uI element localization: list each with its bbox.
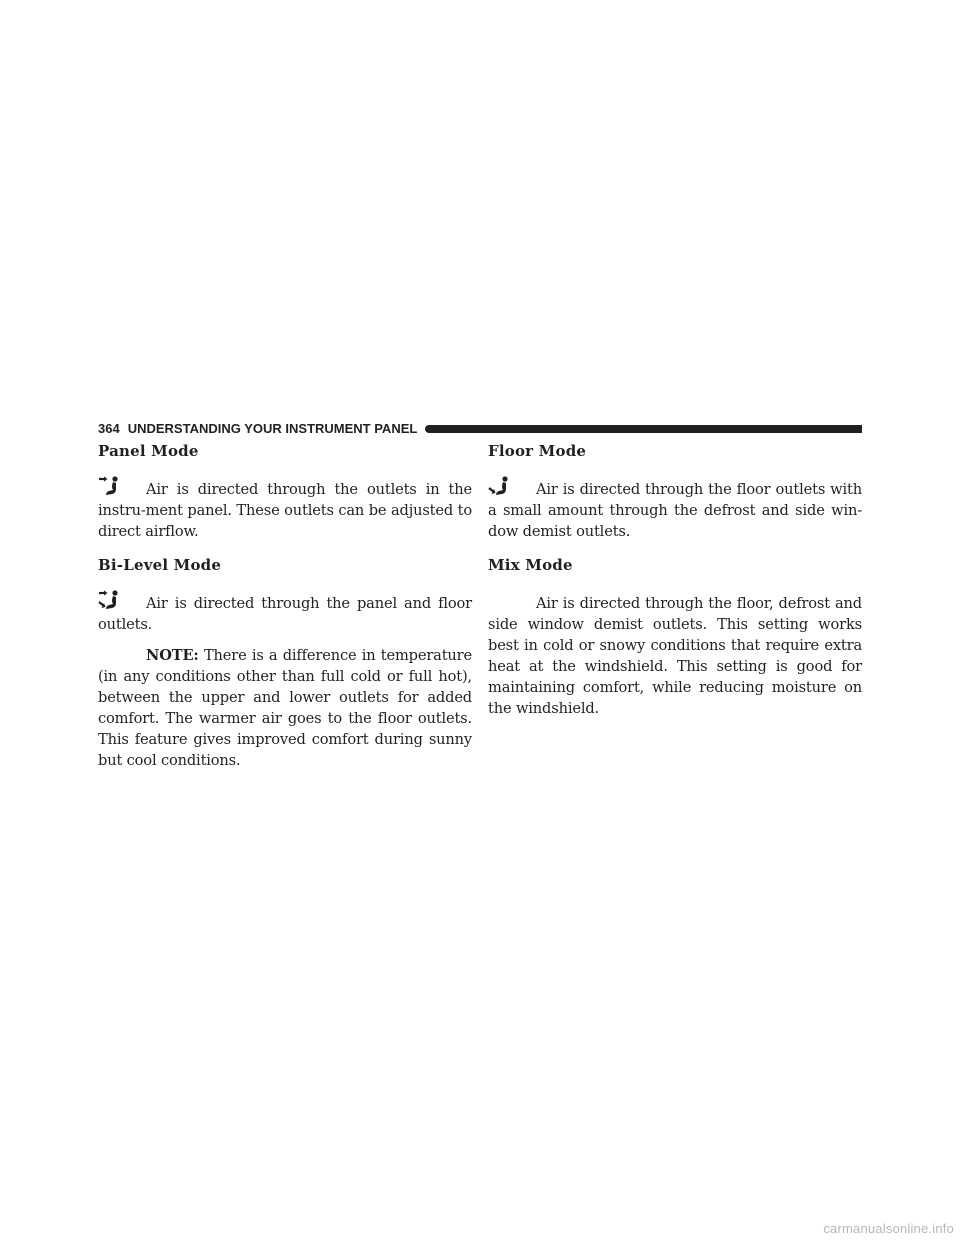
bilevel-mode-icon — [98, 590, 122, 612]
floor-mode-section — [488, 476, 862, 542]
section-title: UNDERSTANDING YOUR INSTRUMENT PANEL — [127, 420, 418, 436]
floor-mode-text: Air is directed through the floor outlets with a small amount through the defrost and side win-dow demist outlets. — [488, 481, 862, 540]
right-column — [488, 440, 862, 719]
floor-mode-heading: Floor Mode — [488, 442, 587, 460]
bilevel-mode-section — [98, 590, 472, 771]
watermark: carmanualsonline.info — [823, 1221, 954, 1236]
header-rule — [425, 425, 862, 433]
panel-mode-icon — [98, 476, 122, 498]
page-number: 364 — [98, 420, 120, 436]
mix-mode-text: Air is directed through the floor, defrost and side window demist outlets. This setting works best in cold or snowy conditions that require extra heat at the windshield. This setting is good for maintaining comfort, while reducing moisture on the windshield. — [488, 595, 862, 717]
bilevel-mode-text: Air is directed through the panel and floor outlets. — [98, 595, 472, 633]
note-paragraph — [98, 645, 472, 771]
mix-mode-section — [488, 590, 862, 719]
panel-mode-heading: Panel Mode — [98, 442, 199, 460]
panel-mode-section — [98, 476, 472, 542]
note-text: There is a difference in temperature (in any conditions other than full cold or full hot), between the upper and lower outlets for added comfort. The warmer air goes to the floor outlets. This feature gives improved comfort during sunny but cool conditions. — [98, 647, 472, 769]
note-label: NOTE: — [146, 647, 199, 664]
mix-mode-heading: Mix Mode — [488, 556, 573, 574]
page-header — [98, 418, 862, 438]
panel-mode-text: Air is directed through the outlets in the instru-ment panel. These outlets can be adjusted to direct airflow. — [98, 481, 472, 540]
left-column — [98, 440, 472, 771]
bilevel-mode-heading: Bi-Level Mode — [98, 556, 222, 574]
floor-mode-icon — [488, 476, 512, 498]
